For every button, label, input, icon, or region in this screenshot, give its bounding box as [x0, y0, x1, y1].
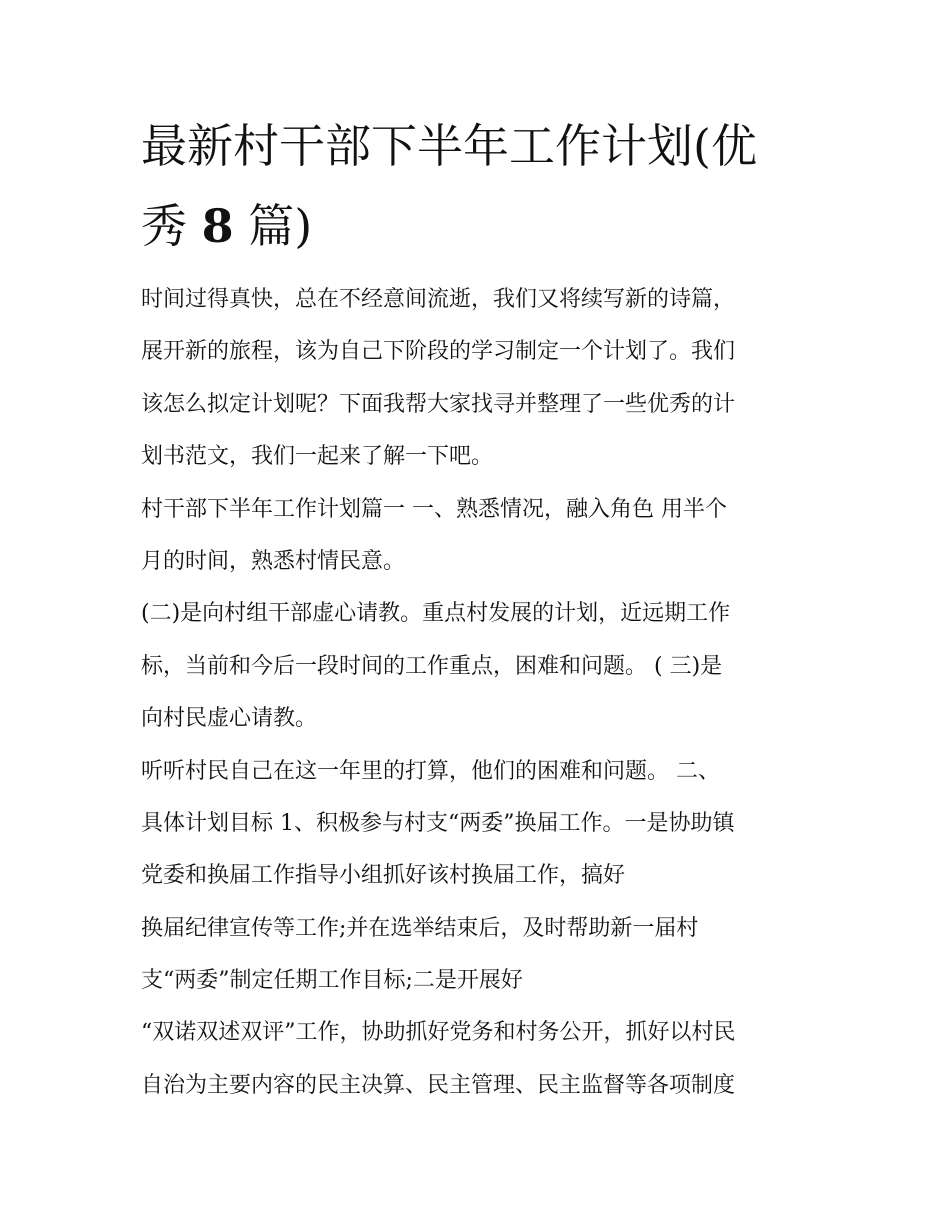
- document-body: [141, 274, 831, 1112]
- body-line: 标，当前和今后一段时间的工作重点，困难和问题。 ( 三)是: [141, 653, 723, 679]
- body-line: 党委和换届工作指导小组抓好该村换届工作，搞好: [141, 863, 626, 889]
- body-line: (二)是向村组干部虚心请教。重点村发展的计划，近远期工作: [141, 601, 731, 627]
- title-line-2-part-b: 篇): [233, 199, 313, 253]
- body-line: 村干部下半年工作计划篇一 一、熟悉情况，融入角色 用半个: [141, 496, 727, 522]
- title-line-2-part-a: 秀: [141, 199, 202, 253]
- title-line-2-number: 8: [201, 199, 234, 253]
- document-title: [141, 108, 841, 253]
- body-line: 划书范文，我们一起来了解一下吧。: [141, 444, 494, 470]
- body-line: 展开新的旅程，该为自己下阶段的学习制定一个计划了。我们: [141, 339, 736, 365]
- body-line: 听听村民自己在这一年里的打算，他们的困难和问题。 二、: [141, 758, 720, 784]
- body-line: 时间过得真快，总在不经意间流逝，我们又将续写新的诗篇，: [141, 287, 736, 312]
- title-line-1: 最新村干部下半年工作计划(优: [141, 119, 757, 173]
- body-line: 向村民虚心请教。: [141, 706, 318, 732]
- body-line: 具体计划目标 1、积极参与村支“两委”换届工作。一是协助镇: [141, 810, 735, 836]
- body-line: 支“两委”制定任期工作目标;二是开展好: [141, 968, 523, 994]
- body-line: 月的时间，熟悉村情民意。: [141, 548, 406, 574]
- title-line-2: [141, 188, 312, 264]
- body-line: 自治为主要内容的民主决算、民主管理、民主监督等各项制度: [141, 1072, 736, 1098]
- body-line: 换届纪律宣传等工作;并在选举结束后，及时帮助新一届村: [141, 915, 699, 941]
- body-line: “双诺双述双评”工作，协助抓好党务和村务公开，抓好以村民: [141, 1020, 736, 1046]
- body-line: 该怎么拟定计划呢？下面我帮大家找寻并整理了一些优秀的计: [141, 391, 736, 417]
